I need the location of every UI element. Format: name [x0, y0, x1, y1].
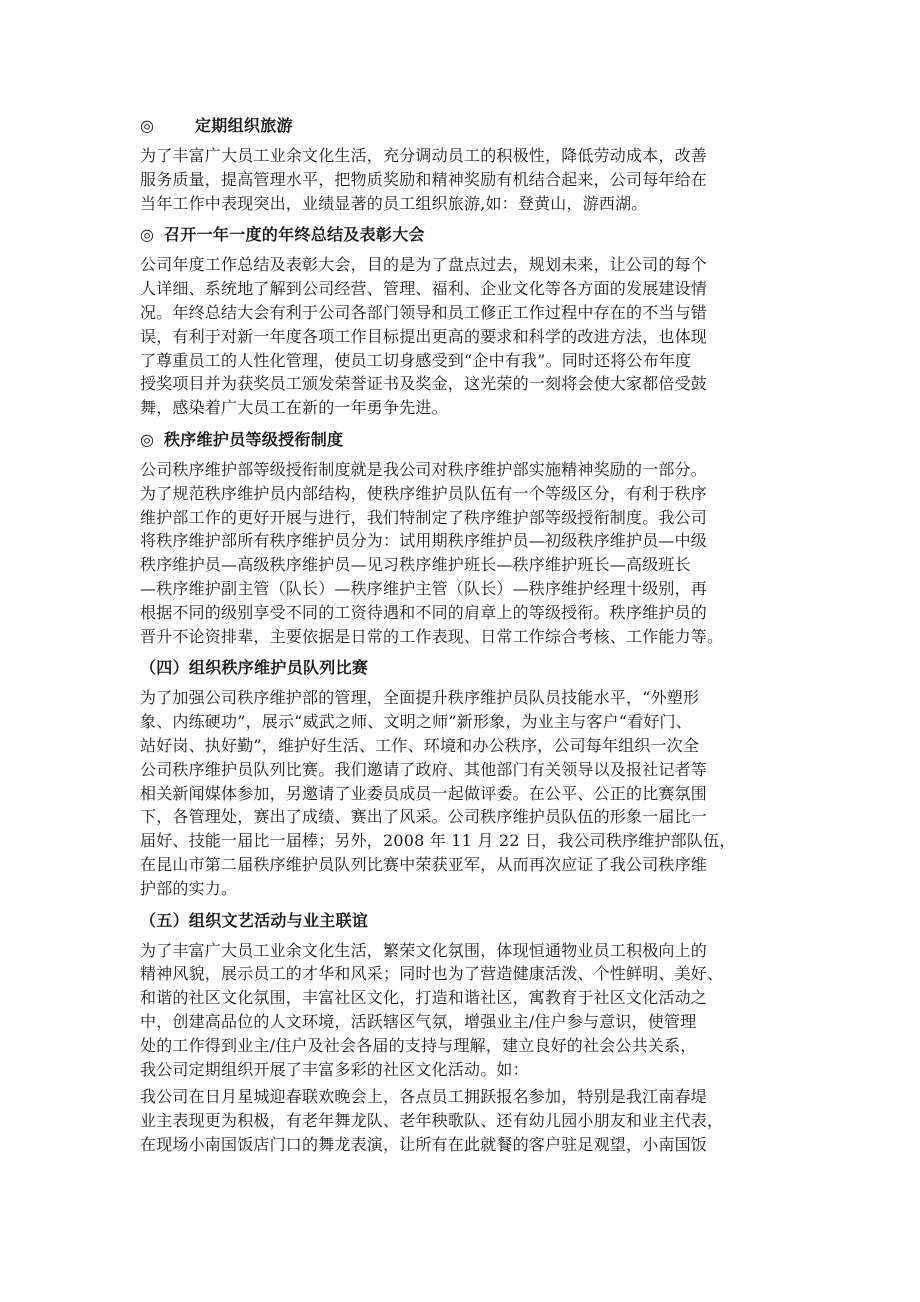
paragraph-spring-gala: [140, 1085, 780, 1156]
text-line: 业主表现更为积极，有老年舞龙队、老年秧歌队、还有幼儿园小朋友和业主代表，: [140, 1111, 724, 1131]
paragraph-rank-system: [140, 458, 780, 648]
bullet-icon: ◎: [140, 429, 155, 449]
text-line: 处的工作得到业主/住户及社会各届的支持与理解，建立良好的社会公共关系，: [140, 1035, 697, 1055]
text-line: 当年工作中表现突出，业绩显著的员工组织旅游,如：登黄山，游西湖。: [140, 193, 648, 213]
text-line: 护部的实力。: [140, 878, 238, 898]
text-line: 根据不同的级别享受不同的工资待遇和不同的肩章上的等级授衔。秩序维护员的: [140, 602, 708, 622]
text-line: 将秩序维护部所有秩序维护员分为：试用期秩序维护员—初级秩序维护员—中级: [140, 531, 708, 551]
text-line: 秩序维护员—高级秩序维护员—见习秩序维护班长—秩序维护班长—高级班长: [140, 555, 691, 575]
text-line: —秩序维护副主管（队长）—秩序维护主管（队长）—秩序维护经理十级别，再: [140, 578, 708, 598]
text-line: 象、内练硬功”，展示“威武之师、文明之师”新形象，为业主与客户“看好门、: [140, 712, 692, 732]
text-line: 下，各管理处，赛出了成绩、赛出了风采。公司秩序维护员队伍的形象一届比一: [140, 807, 708, 827]
text-line: 授奖项目并为获奖员工颁发荣誉证书及奖金，这光荣的一刻将会使大家都倍受鼓: [140, 374, 708, 394]
heading-text: 定期组织旅游: [195, 116, 293, 135]
section-heading-annual-meeting: [140, 219, 780, 250]
text-line: 中，创建高品位的人文环境，活跃辖区气氛，增强业主/住户参与意识，使管理: [140, 1011, 697, 1031]
text-line: 为了规范秩序维护员内部结构，使秩序维护员队伍有一个等级区分，有利于秩序: [140, 483, 708, 503]
heading-text: 召开一年一度的年终总结及表彰大会: [164, 225, 425, 245]
text-line: 服务质量，提高管理水平，把物质奖励和精神奖励有机结合起来，公司每年给在: [140, 169, 708, 189]
section-heading-drill-competition: [140, 652, 780, 683]
text-line: 站好岗、执好勤”，维护好生活、工作、环境和办公秩序，公司每年组织一次全: [140, 735, 700, 755]
text-line: 我公司定期组织开展了丰富多彩的社区文化活动。如：: [140, 1059, 529, 1079]
paragraph-drill-competition: [140, 686, 780, 900]
text-line: 在昆山市第二届秩序维护员队列比赛中荣获亚军，从而再次应证了我公司秩序维: [140, 854, 708, 874]
paragraph-annual-meeting: [140, 253, 780, 420]
text-line: 公司秩序维护员队列比赛。我们邀请了政府、其他部门有关领导以及报社记者等: [140, 759, 708, 779]
text-line: 为了丰富广大员工业余文化生活，充分调动员工的积极性，降低劳动成本，改善: [140, 146, 708, 165]
heading-text: 秩序维护员等级授衔制度: [164, 429, 344, 449]
text-line: 为了加强公司秩序维护部的管理，全面提升秩序维护员队员技能水平，“外塑形: [140, 688, 700, 708]
text-line: 为了丰富广大员工业余文化生活，繁荣文化氛围，体现恒通物业员工积极向上的: [140, 940, 708, 960]
text-line: 误，有利于对新一年度各项工作目标提出更高的要求和科学的改进方法，也体现: [140, 326, 708, 346]
section-heading-tourism: [140, 110, 780, 141]
document-page: [140, 110, 780, 1161]
text-line: 了尊重员工的人性化管理，使员工切身感受到“企中有我”。同时还将公布年度: [140, 350, 692, 370]
text-line: 晋升不论资排辈，主要依据是日常的工作表现、日常工作综合考核、工作能力等。: [140, 626, 724, 646]
paragraph-cultural-activities: [140, 939, 780, 1082]
text-line: 公司秩序维护部等级授衔制度就是我公司对秩序维护部实施精神奖励的一部分。: [140, 459, 708, 479]
section-heading-rank-system: [140, 424, 780, 455]
text-line: 精神风貌，展示员工的才华和风采；同时也为了营造健康活泼、个性鲜明、美好、: [140, 964, 724, 984]
text-line: 人详细、系统地了解到公司经营、管理、福利、企业文化等各方面的发展建设情: [140, 279, 708, 299]
text-line: 相关新闻媒体参加，另邀请了业委员成员一起做评委。在公平、公正的比赛氛围: [140, 783, 708, 803]
text-line: 况。年终总结大会有利于公司各部门领导和员工修正工作过程中存在的不当与错: [140, 302, 708, 322]
bullet-icon: ◎: [140, 225, 155, 245]
text-line: 在现场小南国饭店门口的舞龙表演，让所有在此就餐的客户驻足观望，小南国饭: [140, 1134, 708, 1154]
heading-text: （四）组织秩序维护员队列比赛: [140, 658, 369, 678]
paragraph-tourism: [140, 144, 780, 215]
text-line: 舞，感染着广大员工在新的一年勇争先进。: [140, 398, 448, 418]
text-line: 届好、技能一届比一届棒；另外，2008 年 11 月 22 日，我公司秩序维护部队伍，: [140, 831, 736, 851]
text-line: 和谐的社区文化氛围，丰富社区文化，打造和谐社区，寓教育于社区文化活动之: [140, 988, 708, 1008]
text-line: 维护部工作的更好开展与进行，我们特制定了秩序维护部等级授衔制度。我公司: [140, 507, 708, 527]
section-heading-cultural-activities: [140, 905, 780, 936]
text-line: 公司年度工作总结及表彰大会，目的是为了盘点过去，规划未来，让公司的每个: [140, 255, 708, 275]
bullet-icon: ◎: [140, 116, 155, 135]
heading-text: （五）组织文艺活动与业主联谊: [140, 910, 369, 930]
text-line: 我公司在日月星城迎春联欢晚会上，各点员工拥跃报名参加，特别是我江南春堤: [140, 1087, 708, 1107]
